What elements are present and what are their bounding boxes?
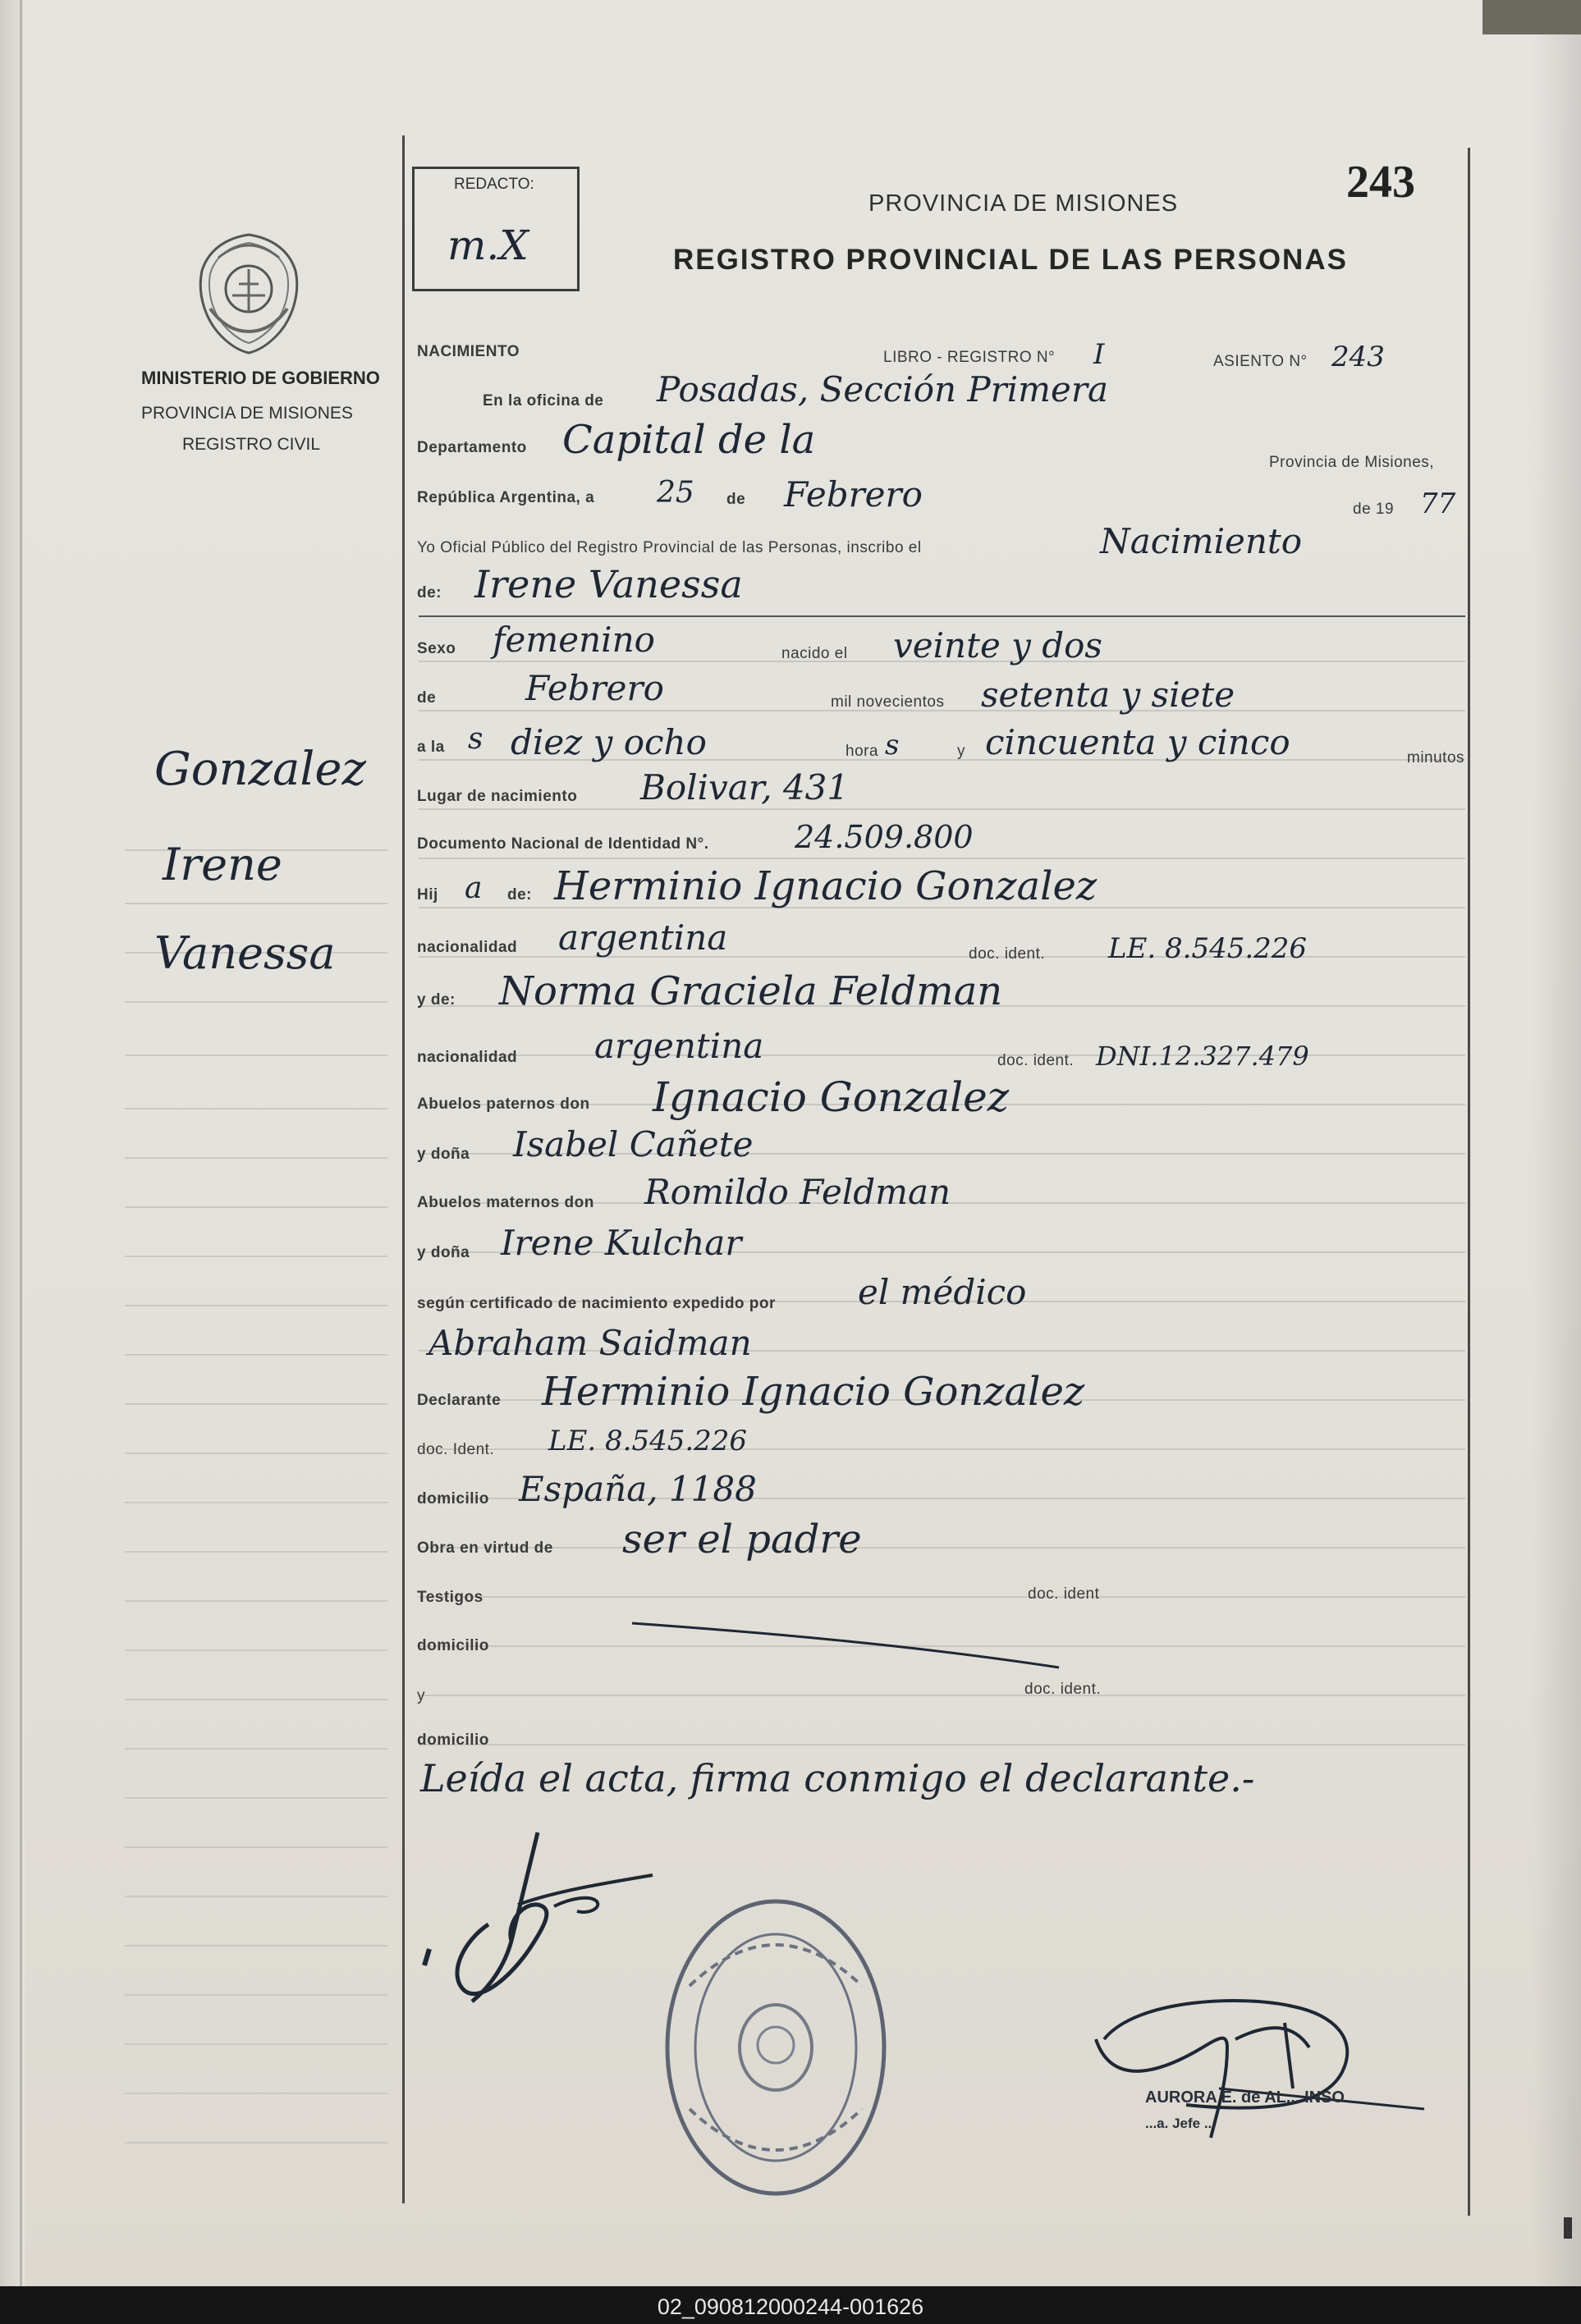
official-signature xyxy=(1088,1990,1432,2154)
margin-rule xyxy=(125,1551,387,1553)
abuela-paterna-label: y doña xyxy=(417,1146,470,1163)
padre-value: Herminio Ignacio Gonzalez xyxy=(554,863,1098,909)
closing-statement: Leída el acta, firma conmigo el declarante.- xyxy=(420,1756,1255,1800)
section-title: NACIMIENTO xyxy=(417,343,520,360)
ink-blot xyxy=(1564,2217,1572,2239)
margin-rule xyxy=(125,2043,387,2045)
field-rule xyxy=(419,1695,1465,1696)
coat-of-arms-icon xyxy=(194,230,304,356)
margin-rule xyxy=(125,1354,387,1356)
asiento-value: 243 xyxy=(1331,341,1385,373)
abuela-paterna-value: Isabel Cañete xyxy=(513,1124,754,1164)
margin-rule xyxy=(125,903,387,904)
margin-rule xyxy=(125,1305,387,1306)
ministry-name: MINISTERIO DE GOBIERNO xyxy=(141,368,380,388)
madre-value: Norma Graciela Feldman xyxy=(499,968,1003,1014)
departamento-value: Capital de la xyxy=(562,417,816,463)
certificado-label: según certificado de nacimiento expedido por xyxy=(417,1295,776,1312)
left-frame-line xyxy=(402,135,405,2203)
dni-value: 24.509.800 xyxy=(795,819,974,855)
mil-label: mil novecientos xyxy=(831,693,945,711)
obra-value: ser el padre xyxy=(622,1517,862,1562)
domicilio-value: España, 1188 xyxy=(519,1469,757,1509)
margin-rule xyxy=(125,1600,387,1602)
testigo-doc-label: doc. ident. xyxy=(1024,1681,1102,1698)
field-rule xyxy=(419,1596,1465,1598)
abuela-materna-label: y doña xyxy=(417,1244,470,1261)
day-value: 25 xyxy=(657,476,694,510)
dni-label: Documento Nacional de Identidad N°. xyxy=(417,835,709,853)
padre-nacionalidad-label: nacionalidad xyxy=(417,939,518,956)
month-value: Febrero xyxy=(784,474,923,515)
ministry-province: PROVINCIA DE MISIONES xyxy=(141,404,353,423)
madre-nacionalidad-value: argentina xyxy=(594,1026,764,1066)
margin-rule xyxy=(125,2093,387,2094)
declarante-label: Declarante xyxy=(417,1392,502,1409)
medico-value: Abraham Saidman xyxy=(428,1323,752,1363)
nombre-value: Irene Vanessa xyxy=(474,562,743,606)
field-rule xyxy=(419,1744,1465,1745)
margin-rule xyxy=(125,1649,387,1651)
declarant-signature xyxy=(415,1826,661,2023)
margin-second-name: Vanessa xyxy=(154,927,336,979)
redacto-label: REDACTO: xyxy=(454,176,534,193)
margin-first-name: Irene xyxy=(163,839,282,890)
margin-rule xyxy=(125,1054,387,1056)
ministry-registry: REGISTRO CIVIL xyxy=(182,435,321,454)
horas-label: hora xyxy=(845,743,879,760)
margin-rule xyxy=(125,1748,387,1750)
mes-de-label: de xyxy=(417,689,437,707)
abuelo-materno-value: Romildo Feldman xyxy=(644,1172,951,1212)
madre-doc-value: DNI.12.327.479 xyxy=(1096,1041,1309,1072)
margin-rule xyxy=(125,1452,387,1454)
margin-surname: Gonzalez xyxy=(154,743,366,796)
lugar-label: Lugar de nacimiento xyxy=(417,788,578,805)
oficina-label: En la oficina de xyxy=(483,392,604,409)
year-value: 77 xyxy=(1420,487,1456,520)
madre-nacionalidad-label: nacionalidad xyxy=(417,1049,518,1066)
margin-rule xyxy=(125,2142,387,2143)
margin-rule xyxy=(125,1403,387,1405)
margin-rule xyxy=(125,1945,387,1947)
departamento-label: Departamento xyxy=(417,439,527,456)
libro-label: LIBRO - REGISTRO N° xyxy=(883,349,1056,366)
madre-doc-label: doc. ident. xyxy=(997,1052,1075,1069)
redacto-initials: m.X xyxy=(447,222,529,269)
registry-stamp xyxy=(657,1887,895,2207)
lugar-value: Bolivar, 431 xyxy=(640,767,850,807)
declarante-doc-value: LE. 8.545.226 xyxy=(548,1425,748,1457)
official-title: ...a. Jefe ... xyxy=(1145,2116,1216,2131)
libro-value: I xyxy=(1093,338,1105,371)
margin-rule xyxy=(125,1797,387,1799)
redacto-box xyxy=(412,167,580,291)
padre-nacionalidad-value: argentina xyxy=(558,917,728,958)
abuelo-paterno-label: Abuelos paternos don xyxy=(417,1096,590,1113)
sexo-label: Sexo xyxy=(417,640,456,657)
abuelo-paterno-value: Ignacio Gonzalez xyxy=(653,1073,1010,1121)
year-label: de 19 xyxy=(1353,501,1395,518)
nacido-el-label: nacido el xyxy=(781,645,848,662)
asiento-label: ASIENTO N° xyxy=(1213,353,1308,370)
sexo-value: femenino xyxy=(493,620,655,660)
a-la-label: a la xyxy=(417,739,445,756)
minutos-value: cincuenta y cinco xyxy=(985,722,1290,762)
testigos-label: Testigos xyxy=(417,1589,483,1606)
strike-line xyxy=(624,1617,1067,1674)
obra-label: Obra en virtud de xyxy=(417,1539,553,1557)
testigo-domicilio2-label: domicilio xyxy=(417,1732,489,1749)
domicilio-label: domicilio xyxy=(417,1490,489,1507)
republica-label: República Argentina, a xyxy=(417,489,595,506)
province-heading: PROVINCIA DE MISIONES xyxy=(868,190,1179,217)
field-rule xyxy=(419,1547,1465,1549)
a-la-suffix: s xyxy=(468,722,483,756)
declarante-doc-label: doc. Ident. xyxy=(417,1441,495,1458)
field-rule xyxy=(419,615,1465,617)
de-label: de xyxy=(726,491,746,508)
padre-doc-value: LE. 8.545.226 xyxy=(1108,932,1308,965)
minutos-label: minutos xyxy=(1407,749,1465,766)
declarante-value: Herminio Ignacio Gonzalez xyxy=(542,1369,1085,1415)
oficina-value: Posadas, Sección Primera xyxy=(657,369,1108,409)
footer-image-code: 02_090812000244-001626 xyxy=(657,2294,924,2319)
nombre-label: de: xyxy=(417,584,442,602)
margin-rule xyxy=(125,1157,387,1159)
testigos-doc-label: doc. ident xyxy=(1028,1585,1100,1603)
madre-label: y de: xyxy=(417,991,456,1009)
certificado-value: el médico xyxy=(858,1272,1027,1312)
margin-rule xyxy=(125,1846,387,1848)
field-rule xyxy=(419,858,1465,859)
inscribo-label: Yo Oficial Público del Registro Provincial de las Personas, inscribo el xyxy=(417,539,922,556)
margin-rule xyxy=(125,1502,387,1503)
right-frame-line xyxy=(1468,148,1470,2216)
page-curl-shadow xyxy=(1532,0,1581,2286)
mes-nacimiento-value: Febrero xyxy=(525,668,664,708)
margin-rule xyxy=(125,1206,387,1208)
hij-de-label: de: xyxy=(507,886,532,904)
y-testigo-label: y xyxy=(417,1687,425,1704)
field-rule xyxy=(419,808,1465,810)
margin-rule xyxy=(125,1256,387,1257)
padre-doc-label: doc. ident. xyxy=(969,945,1046,963)
registry-heading: REGISTRO PROVINCIAL DE LAS PERSONAS xyxy=(673,244,1348,276)
margin-rule xyxy=(125,1994,387,1996)
hij-suffix: a xyxy=(465,872,483,905)
margin-rule xyxy=(125,1896,387,1897)
abuelo-materno-label: Abuelos maternos don xyxy=(417,1194,594,1211)
hij-label: Hij xyxy=(417,886,438,904)
acto-value: Nacimiento xyxy=(1100,521,1303,561)
margin-rule xyxy=(125,1001,387,1003)
top-edge-strip xyxy=(1482,0,1581,34)
margin-rule xyxy=(125,1699,387,1700)
testigo-domicilio-label: domicilio xyxy=(417,1637,489,1654)
abuela-materna-value: Irene Kulchar xyxy=(501,1223,742,1263)
y-minutos-label: y xyxy=(957,743,965,760)
hora-value: diez y ocho xyxy=(511,722,707,762)
spine-line xyxy=(20,0,22,2286)
margin-rule xyxy=(125,1108,387,1109)
page-number: 243 xyxy=(1346,157,1415,208)
provincia-misiones-label: Provincia de Misiones, xyxy=(1269,454,1435,471)
dia-nacimiento-value: veinte y dos xyxy=(893,625,1102,666)
official-name: AURORA E. de AL... INSO xyxy=(1145,2088,1345,2107)
anio-nacimiento-value: setenta y siete xyxy=(981,675,1235,715)
horas-suffix: s xyxy=(885,729,900,762)
